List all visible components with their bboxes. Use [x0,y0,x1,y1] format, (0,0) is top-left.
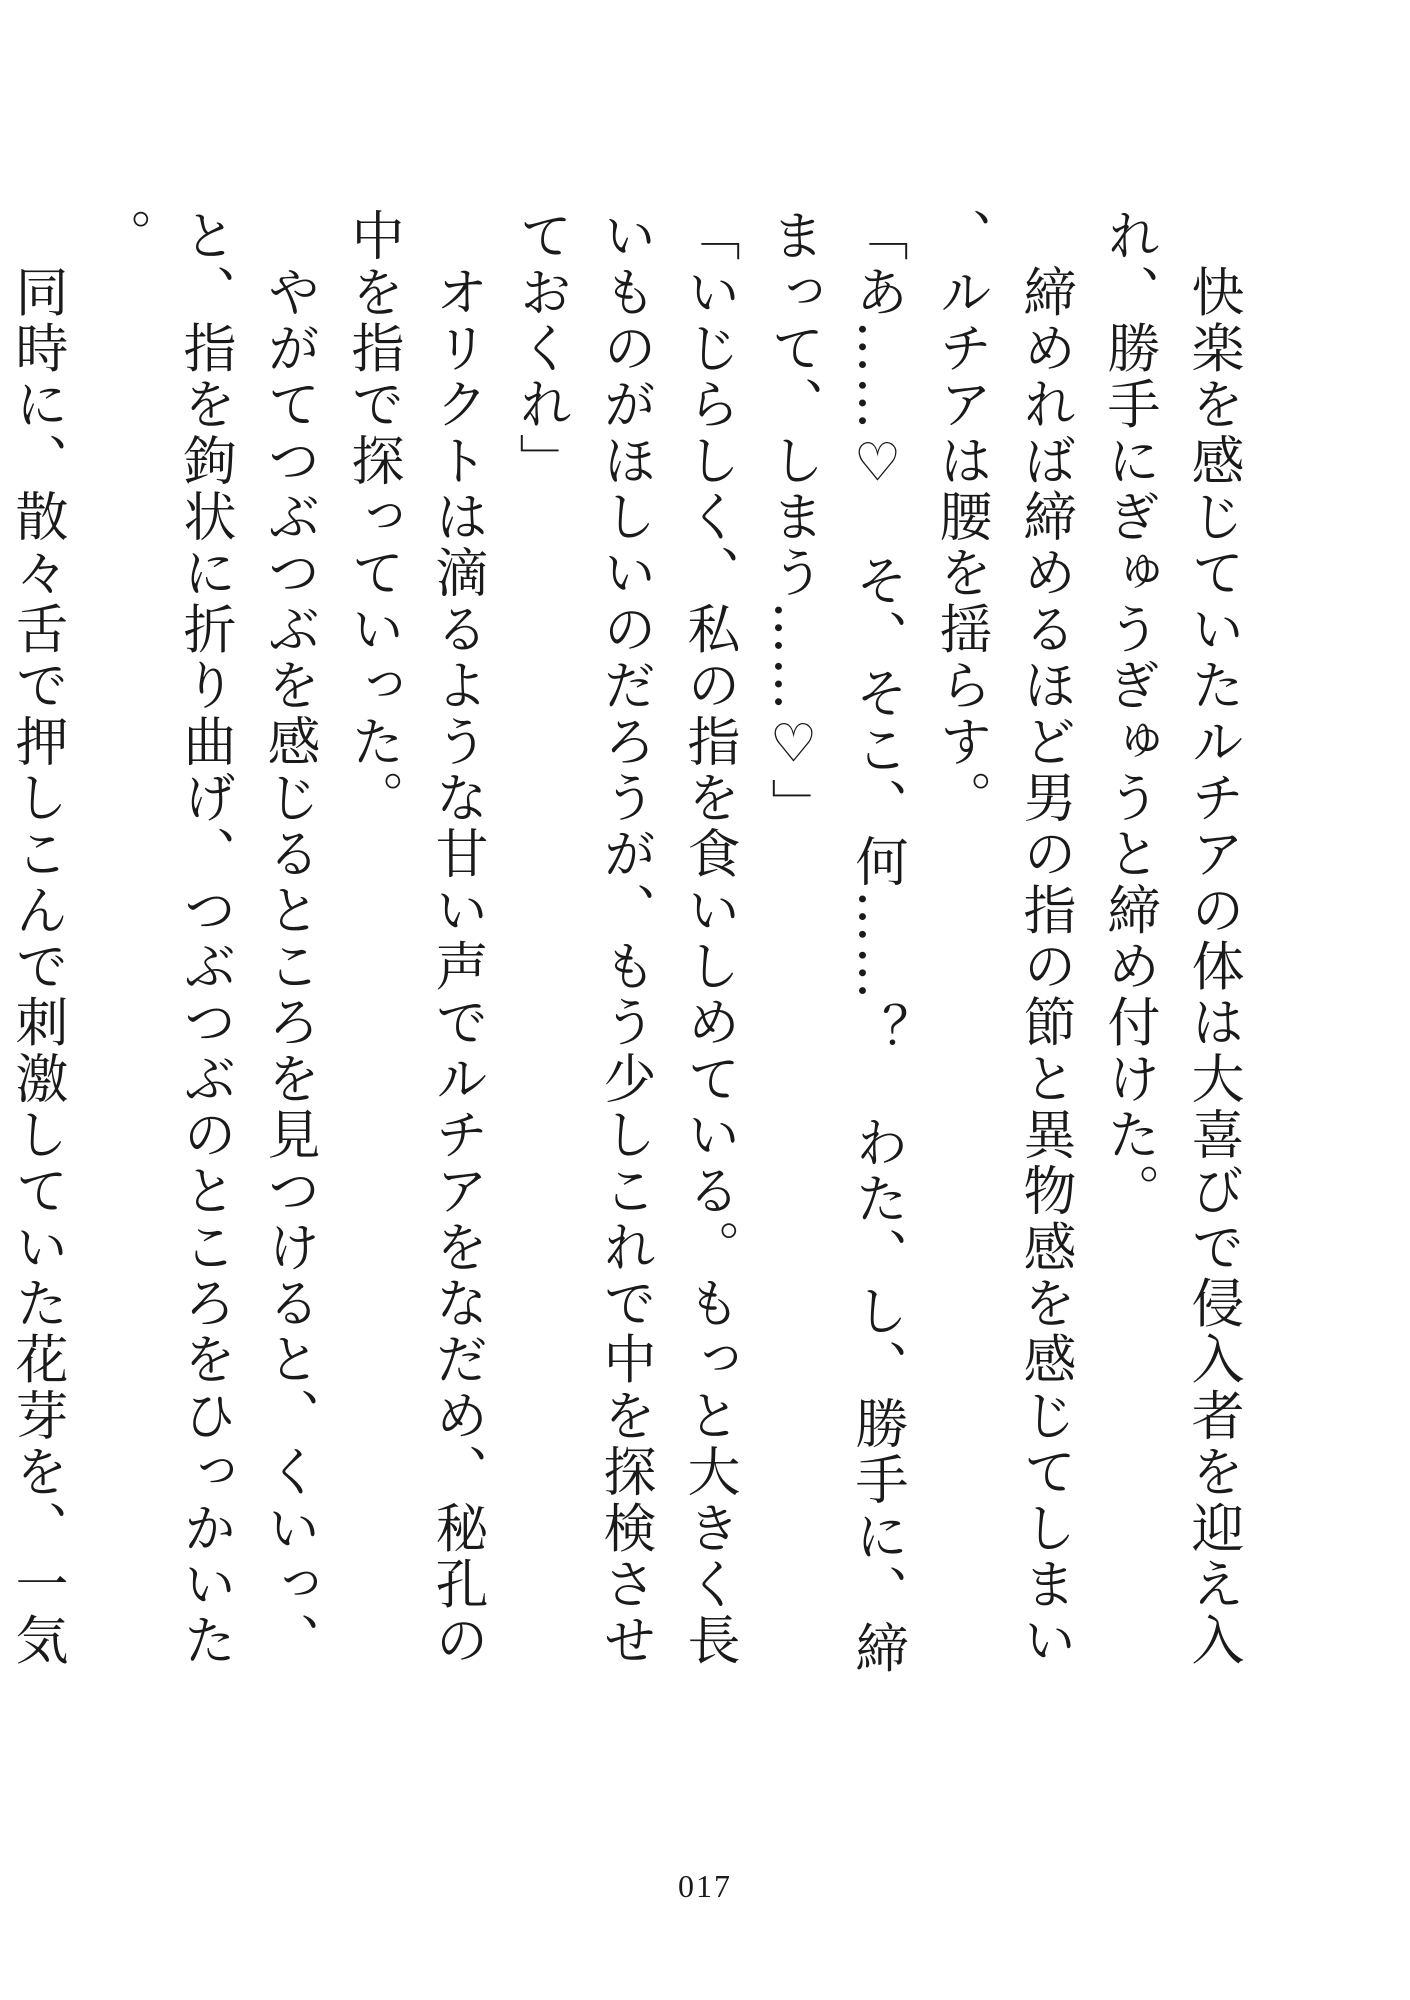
vertical-text-body [0,208,1255,1718]
page-number: 017 [678,1868,732,1904]
paragraph: 締めれば締めるほど男の指の節と異物感を感じてしまい、ルチアは腰を揺らす。 [931,208,1076,1669]
paragraph: やがてつぶつぶを感じるところを見つけると、くいっ、と、指を鉤状に折り曲げ、つぶつぶのところをひっかいた。 [91,208,320,1669]
paragraph: 快楽を感じていたルチアの体は大喜びで侵入者を迎え入れ、勝手にぎゅうぎゅうと締め付けた。 [1099,208,1244,1669]
paragraph: オリクトは滴るような甘い声でルチアをなだめ、秘孔の中を指で探っていった。 [343,208,488,1669]
paragraph: 「いじらしく、私の指を食いしめている。もっと大きく長いものがほしいのだろうが、もう少しこれで中を探検させておくれ」 [511,208,740,1669]
paragraph: 「あ……♡ そ、そこ、何……？ わた、し、勝手に、締まって、しまう……♡」 [763,208,908,1677]
paragraph: 同時に、散々舌で押しこんで刺激していた花芽を、一気 [7,264,68,1669]
